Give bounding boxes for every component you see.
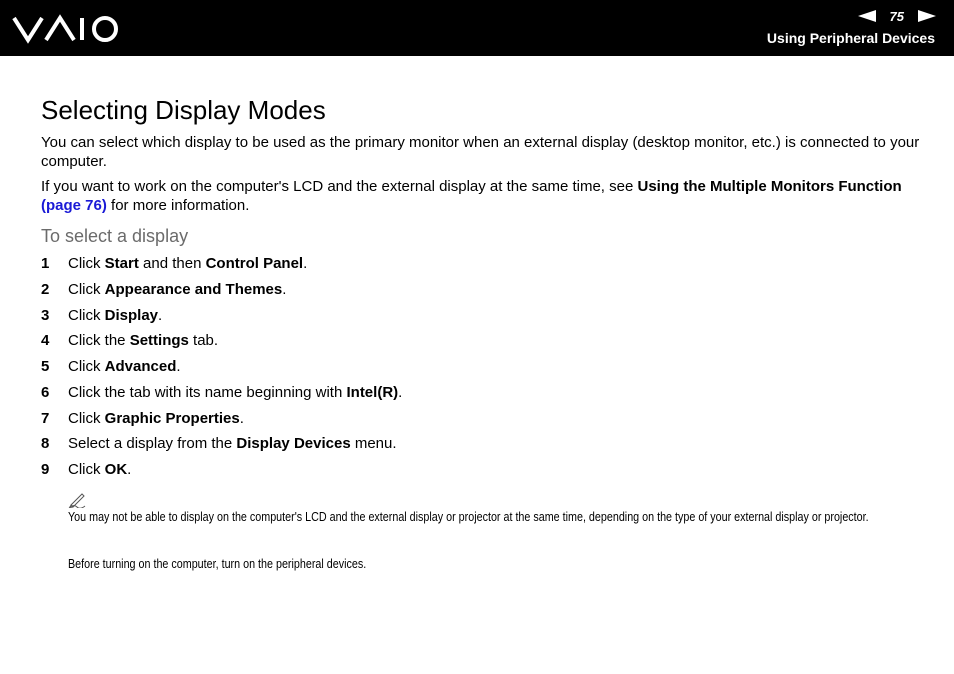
step-text-segment: . <box>239 409 244 427</box>
step-item <box>41 254 921 280</box>
page-navigation <box>858 8 936 24</box>
step-text-segment: and then <box>138 255 206 272</box>
section-title: Using Peripheral Devices <box>766 30 935 46</box>
step-text-segment: Click <box>68 306 105 324</box>
para2-text-before: If you want to work on the computer's LCD and the external display at the same time, see <box>41 178 638 195</box>
step-item <box>41 306 921 332</box>
step-text-segment: Click <box>68 255 105 272</box>
step-text-segment: Click the tab with its name beginning with <box>68 383 347 401</box>
page-header <box>0 0 954 56</box>
note-turn-on-peripherals: Before turning on the computer, turn on the peripheral devices. <box>68 557 367 571</box>
step-text-segment: Click <box>68 280 105 298</box>
multiple-monitors-reference: Using the Multiple Monitors Function <box>637 178 902 195</box>
step-ui-term: Settings <box>129 332 189 350</box>
step-item <box>41 331 921 357</box>
step-text <box>68 331 218 350</box>
step-item <box>41 357 921 383</box>
procedure-heading: To select a display <box>41 226 189 246</box>
step-item <box>41 280 921 306</box>
step-ui-term: Appearance and Themes <box>104 280 283 298</box>
step-ui-term: Graphic Properties <box>104 409 240 427</box>
step-number: 7 <box>41 409 50 427</box>
para2-text-after: for more information. <box>106 197 250 214</box>
step-item <box>41 409 921 435</box>
step-text <box>68 280 286 299</box>
step-text <box>68 306 162 325</box>
page-number: 75 <box>889 8 904 24</box>
step-text-segment: . <box>158 306 163 324</box>
step-number: 9 <box>41 461 50 478</box>
arrow-right-icon[interactable] <box>918 10 936 22</box>
step-ui-term: OK <box>104 461 128 478</box>
page-76-link[interactable]: (page 76) <box>41 197 107 214</box>
step-item <box>41 460 921 486</box>
step-number: 3 <box>41 306 50 324</box>
step-text-segment: . <box>127 461 132 478</box>
step-text <box>68 357 181 376</box>
page-title: Selecting Display Modes <box>41 95 326 125</box>
step-text <box>68 254 307 273</box>
step-number: 6 <box>41 383 50 401</box>
step-text-segment: menu. <box>350 435 397 453</box>
step-number: 8 <box>41 435 50 453</box>
intro-paragraph: You can select which display to be used as the primary monitor when an external display (desktop monitor, etc.) is connected to your computer. <box>41 134 920 170</box>
step-text-segment: . <box>303 255 308 272</box>
step-text-segment: tab. <box>188 332 219 350</box>
arrow-left-icon[interactable] <box>858 10 876 22</box>
step-text <box>68 460 131 479</box>
step-text-segment: Select a display from the <box>68 435 237 453</box>
note-pencil-icon <box>68 492 88 508</box>
step-number: 2 <box>41 280 50 298</box>
step-ui-term: Display <box>104 306 159 324</box>
step-ui-term: Advanced <box>104 358 177 375</box>
step-ui-term: Intel(R) <box>346 383 399 401</box>
step-ui-term: Control Panel <box>205 255 304 272</box>
note-display-limitation: You may not be able to display on the computer's LCD and the external display or projector at the same time, depending on the type of your external display or projector. <box>68 510 869 524</box>
step-ui-term: Display Devices <box>236 435 351 453</box>
step-text <box>68 434 397 453</box>
multiple-monitors-paragraph <box>41 177 921 215</box>
step-text-segment: Click <box>68 461 105 478</box>
step-text <box>68 383 402 402</box>
steps-list <box>41 254 921 486</box>
step-number: 5 <box>41 358 50 375</box>
step-text-segment: . <box>176 358 181 375</box>
step-ui-term: Start <box>104 255 139 272</box>
step-item <box>41 434 921 460</box>
step-text-segment: . <box>398 383 403 401</box>
step-number: 4 <box>41 332 50 350</box>
step-text-segment: Click <box>68 358 105 375</box>
step-text-segment: Click <box>68 409 105 427</box>
step-text-segment: Click the <box>68 332 130 350</box>
step-text-segment: . <box>282 280 287 298</box>
step-number: 1 <box>41 255 50 272</box>
step-text <box>68 409 244 428</box>
step-item <box>41 383 921 409</box>
vaio-logo <box>12 14 122 44</box>
